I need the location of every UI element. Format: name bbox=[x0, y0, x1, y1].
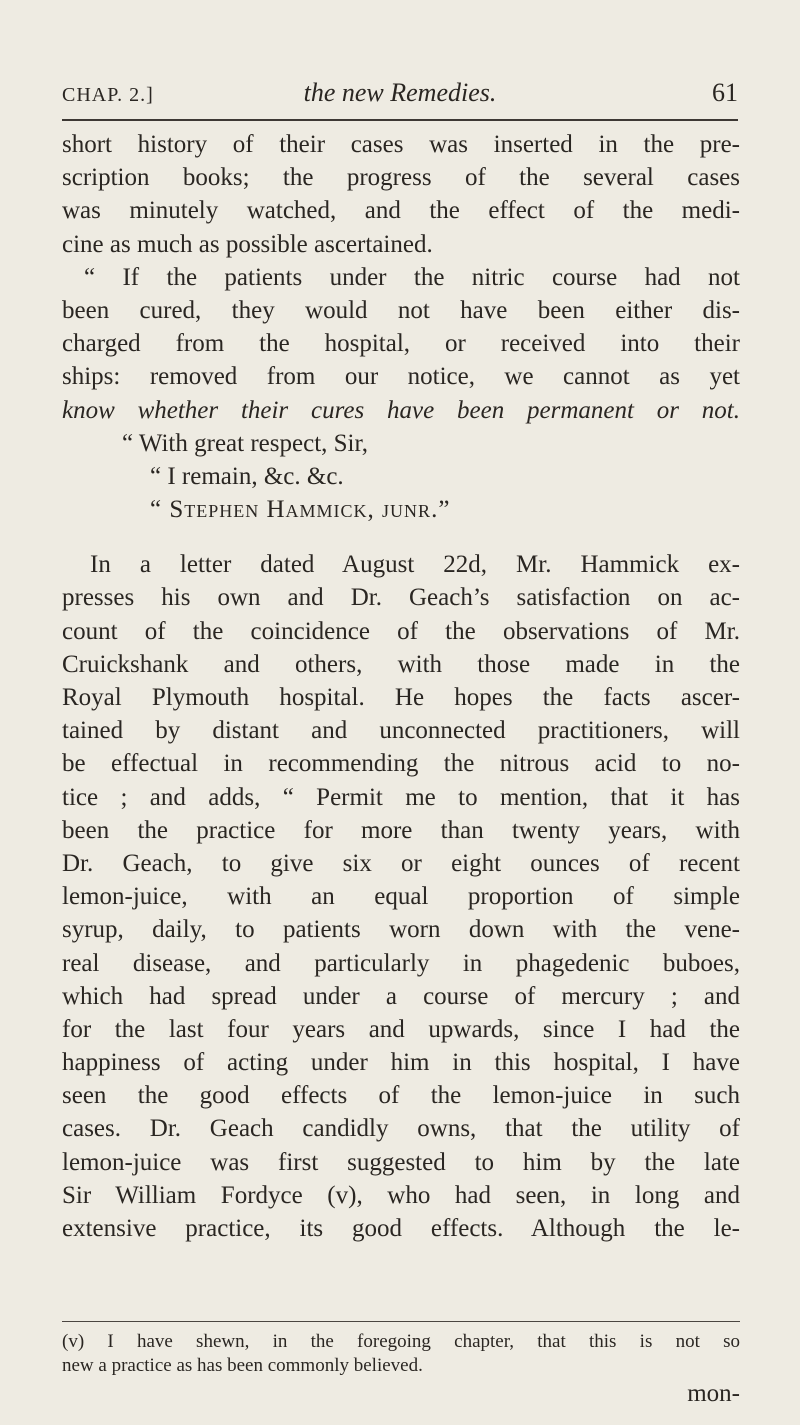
footnote bbox=[62, 1330, 740, 1378]
text-line: short history of their cases was inserted in the pre- bbox=[62, 131, 740, 158]
text-line: Dr. Geach, to give six or eight ounces of recent bbox=[62, 849, 740, 877]
text-line: be effectual in recommending the nitrous acid to no- bbox=[62, 750, 740, 778]
page-header bbox=[62, 78, 738, 118]
footnote-line: (v) I have shewn, in the foregoing chapter, that this is not so bbox=[62, 1331, 740, 1352]
text-line: syrup, daily, to patients worn down with the vene- bbox=[62, 916, 740, 944]
text-line: scription books; the progress of the several cases bbox=[62, 164, 740, 192]
body-text bbox=[62, 128, 740, 1245]
text-line: seen the good effects of the lemon-juice in such bbox=[62, 1082, 740, 1110]
text-line: tice ; and adds, “ Permit me to mention, that it has bbox=[62, 783, 740, 811]
text-line: cases. Dr. Geach candidly owns, that the utility of bbox=[62, 1115, 740, 1143]
text-line: was minutely watched, and the effect of the medi- bbox=[62, 197, 740, 225]
header-rule bbox=[62, 119, 738, 121]
text-line: presses his own and Dr. Geach’s satisfaction on ac- bbox=[62, 584, 740, 612]
chapter-label: CHAP. 2.] bbox=[62, 84, 154, 106]
text-line: for the last four years and upwards, since I had the bbox=[62, 1015, 740, 1043]
text-line: cine as much as possible ascertained. bbox=[62, 230, 433, 258]
text-line: “ I remain, &c. &c. bbox=[150, 462, 344, 490]
text-line: been the practice for more than twenty years, with bbox=[62, 816, 740, 844]
text-line: “ With great respect, Sir, bbox=[122, 429, 369, 457]
text-line: Royal Plymouth hospital. He hopes the facts ascer- bbox=[62, 684, 740, 711]
text-line: which had spread under a course of mercury ; and bbox=[62, 982, 740, 1010]
text-line: charged from the hospital, or received into their bbox=[62, 330, 740, 358]
text-line: real disease, and particularly in phagedenic buboes, bbox=[62, 949, 740, 977]
text-line: Cruickshank and others, with those made in the bbox=[62, 650, 740, 678]
text-line: In a letter dated August 22d, Mr. Hammick ex- bbox=[90, 551, 740, 579]
paragraph-gap bbox=[62, 526, 740, 548]
text-line: lemon-juice, with an equal proportion of simple bbox=[62, 883, 740, 911]
text-line: know whether their cures have been permanent or not. bbox=[62, 396, 740, 424]
text-line: tained by distant and unconnected practitioners, will bbox=[62, 717, 740, 745]
signature-line: “ Stephen Hammick, junr.” bbox=[150, 496, 451, 524]
text-line: been cured, they would not have been either dis- bbox=[62, 296, 740, 324]
footnote-line: new a practice as has been commonly believed. bbox=[62, 1355, 423, 1376]
text-line: count of the coincidence of the observations of Mr. bbox=[62, 617, 740, 645]
text-line: ships: removed from our notice, we cannot as yet bbox=[62, 363, 740, 391]
footnote-rule bbox=[62, 1321, 740, 1322]
text-line: extensive practice, its good effects. Although the le- bbox=[62, 1215, 740, 1242]
catchword: mon- bbox=[687, 1380, 740, 1407]
text-line: “ If the patients under the nitric course had not bbox=[84, 263, 740, 291]
text-line: lemon-juice was first suggested to him by the late bbox=[62, 1148, 740, 1176]
running-title: the new Remedies. bbox=[303, 78, 497, 107]
text-line: Sir William Fordyce (v), who had seen, in long and bbox=[62, 1181, 740, 1209]
page-number: 61 bbox=[712, 78, 738, 107]
text-line: happiness of acting under him in this hospital, I have bbox=[62, 1049, 740, 1077]
